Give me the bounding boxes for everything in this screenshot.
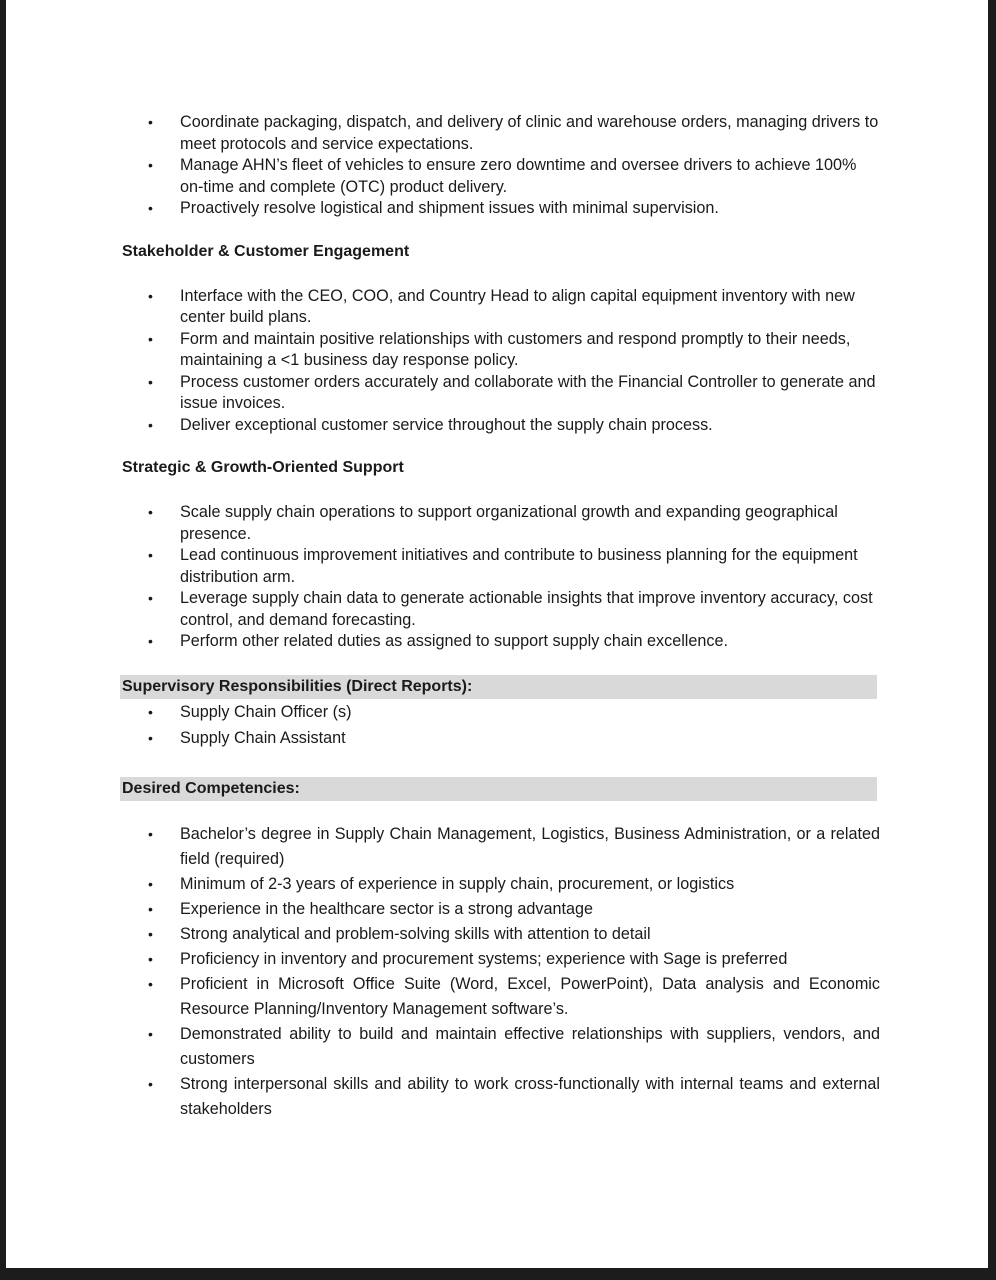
document-content bbox=[120, 112, 880, 1122]
list-item: • Bachelor’s degree in Supply Chain Management, Logistics, Business Administration, or a related field (required) bbox=[120, 822, 880, 872]
section-heading-stakeholder: Stakeholder & Customer Engagement bbox=[122, 242, 410, 260]
list-item: • Lead continuous improvement initiatives and contribute to business planning for the equipment distribution arm. bbox=[148, 546, 858, 586]
bullet-icon: • bbox=[148, 114, 153, 130]
list-item: • Process customer orders accurately and collaborate with the Financial Controller to generate and issue invoices. bbox=[148, 372, 876, 412]
bullet-icon: • bbox=[148, 703, 153, 720]
list-item: • Scale supply chain operations to support organizational growth and expanding geographical presence. bbox=[148, 503, 838, 543]
bullet-icon: • bbox=[148, 200, 153, 216]
list-item: • Interface with the CEO, COO, and Country Head to align capital equipment inventory with new center build plans. bbox=[148, 286, 855, 326]
bullet-icon: • bbox=[148, 547, 153, 563]
bullet-icon: • bbox=[148, 875, 153, 892]
bullet-icon: • bbox=[148, 504, 153, 520]
bullet-icon: • bbox=[148, 287, 153, 304]
bullet-icon: • bbox=[148, 1075, 153, 1092]
document-page bbox=[6, 0, 988, 1268]
list-item: • Perform other related duties as assigned to support supply chain excellence. bbox=[120, 631, 880, 653]
supervisory-list bbox=[120, 699, 880, 751]
bullet-icon: • bbox=[148, 590, 153, 606]
bullet-icon: • bbox=[148, 825, 153, 842]
list-item: • Supply Chain Officer (s) bbox=[120, 699, 880, 725]
bullet-icon: • bbox=[148, 633, 153, 649]
list-item: • Manage AHN’s fleet of vehicles to ensure zero downtime and oversee drivers to achieve 100% on-time and complete (OTC) product delivery. bbox=[148, 156, 857, 196]
list-item: • Strong analytical and problem-solving skills with attention to detail bbox=[120, 922, 880, 947]
bullet-icon: • bbox=[148, 416, 153, 433]
strategic-list bbox=[120, 502, 880, 653]
list-item: • Strong interpersonal skills and ability to work cross-functionally with internal teams and external stakeholders bbox=[120, 1072, 880, 1122]
bullet-icon: • bbox=[148, 330, 153, 347]
bullet-icon: • bbox=[148, 900, 153, 917]
stakeholder-list bbox=[120, 286, 880, 437]
list-item: • Proactively resolve logistical and shipment issues with minimal supervision. bbox=[120, 198, 880, 220]
bullet-icon: • bbox=[148, 157, 153, 173]
section-heading-competencies: Desired Competencies: bbox=[120, 777, 877, 801]
list-item: • Proficient in Microsoft Office Suite (Word, Excel, PowerPoint), Data analysis and Economic Resource Planning/Inventory Management software’s. bbox=[120, 972, 880, 1022]
list-item: • Leverage supply chain data to generate actionable insights that improve inventory accuracy, cost control, and demand forecasting. bbox=[148, 589, 873, 629]
list-item: • Proficiency in inventory and procurement systems; experience with Sage is preferred bbox=[120, 947, 880, 972]
list-item: • Deliver exceptional customer service throughout the supply chain process. bbox=[120, 415, 880, 437]
section-heading-supervisory: Supervisory Responsibilities (Direct Reports): bbox=[120, 675, 877, 699]
list-item: • Coordinate packaging, dispatch, and delivery of clinic and warehouse orders, managing drivers to meet protocols and service expectations. bbox=[148, 113, 879, 153]
section-heading-strategic: Strategic & Growth-Oriented Support bbox=[122, 459, 404, 476]
competencies-list bbox=[120, 822, 880, 1122]
list-item: • Demonstrated ability to build and maintain effective relationships with suppliers, vendors, and customers bbox=[120, 1022, 880, 1072]
bullet-icon: • bbox=[148, 950, 153, 967]
bullet-icon: • bbox=[148, 1025, 153, 1042]
list-item: • Form and maintain positive relationships with customers and respond promptly to their needs, maintaining a <1 business day response policy. bbox=[148, 329, 851, 369]
bullet-icon: • bbox=[148, 373, 153, 390]
logistics-duties-list bbox=[120, 112, 880, 220]
bullet-icon: • bbox=[148, 925, 153, 942]
list-item: • Experience in the healthcare sector is a strong advantage bbox=[120, 897, 880, 922]
bullet-icon: • bbox=[148, 975, 153, 992]
list-item: • Supply Chain Assistant bbox=[120, 725, 880, 751]
bullet-icon: • bbox=[148, 729, 153, 746]
list-item: • Minimum of 2-3 years of experience in supply chain, procurement, or logistics bbox=[120, 872, 880, 897]
